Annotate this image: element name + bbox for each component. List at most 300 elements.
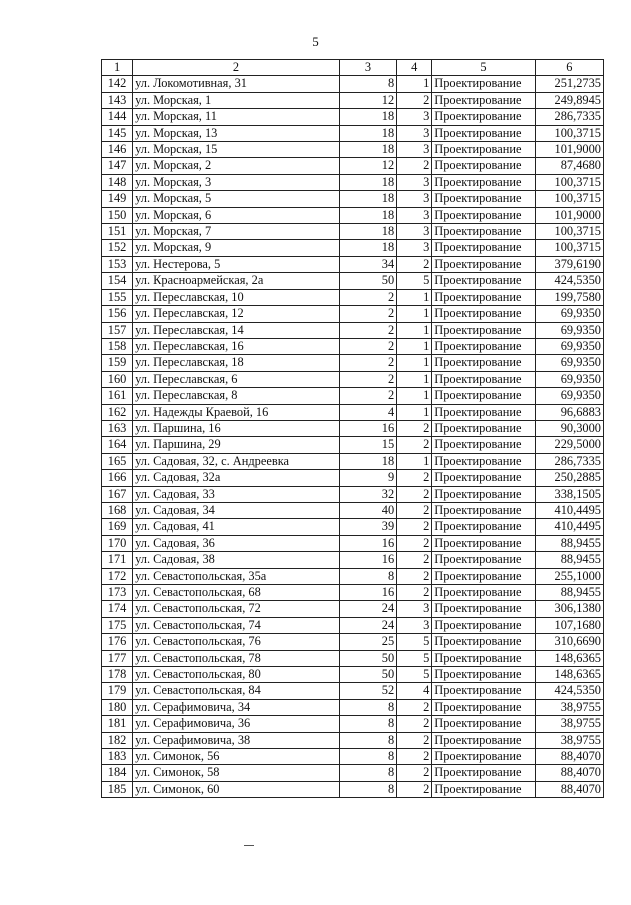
amount: 100,3715 xyxy=(535,191,603,207)
table-row xyxy=(102,207,604,223)
table-row xyxy=(102,142,604,158)
cell-col-4: 3 xyxy=(397,207,432,223)
address: ул. Севастопольская, 74 xyxy=(133,617,340,633)
row-number: 176 xyxy=(102,634,133,650)
work-type: Проектирование xyxy=(432,322,535,338)
table-row xyxy=(102,634,604,650)
work-type: Проектирование xyxy=(432,371,535,387)
cell-col-3: 2 xyxy=(339,355,396,371)
cell-col-4: 3 xyxy=(397,109,432,125)
amount: 88,9455 xyxy=(535,585,603,601)
row-number: 184 xyxy=(102,765,133,781)
work-type: Проектирование xyxy=(432,617,535,633)
cell-col-3: 2 xyxy=(339,306,396,322)
work-type: Проектирование xyxy=(432,486,535,502)
table-row xyxy=(102,781,604,797)
table-row xyxy=(102,765,604,781)
address: ул. Садовая, 38 xyxy=(133,552,340,568)
cell-col-4: 2 xyxy=(397,256,432,272)
cell-col-3: 8 xyxy=(339,568,396,584)
work-type: Проектирование xyxy=(432,470,535,486)
address: ул. Морская, 6 xyxy=(133,207,340,223)
row-number: 148 xyxy=(102,174,133,190)
work-type: Проектирование xyxy=(432,634,535,650)
cell-col-3: 50 xyxy=(339,273,396,289)
cell-col-3: 34 xyxy=(339,256,396,272)
row-number: 151 xyxy=(102,224,133,240)
address: ул. Морская, 13 xyxy=(133,125,340,141)
address: ул. Севастопольская, 76 xyxy=(133,634,340,650)
address: ул. Морская, 3 xyxy=(133,174,340,190)
cell-col-4: 2 xyxy=(397,732,432,748)
table-row xyxy=(102,535,604,551)
table-row xyxy=(102,404,604,420)
cell-col-4: 3 xyxy=(397,191,432,207)
cell-col-4: 2 xyxy=(397,470,432,486)
cell-col-3: 25 xyxy=(339,634,396,650)
table-row xyxy=(102,502,604,518)
cell-col-4: 1 xyxy=(397,338,432,354)
cell-col-4: 2 xyxy=(397,535,432,551)
work-type: Проектирование xyxy=(432,240,535,256)
objects-table xyxy=(101,59,604,798)
amount: 249,8945 xyxy=(535,92,603,108)
cell-col-3: 8 xyxy=(339,76,396,92)
amount: 88,9455 xyxy=(535,535,603,551)
row-number: 165 xyxy=(102,453,133,469)
amount: 100,3715 xyxy=(535,224,603,240)
address: ул. Нестерова, 5 xyxy=(133,256,340,272)
address: ул. Переславская, 14 xyxy=(133,322,340,338)
amount: 38,9755 xyxy=(535,732,603,748)
work-type: Проектирование xyxy=(432,355,535,371)
amount: 199,7580 xyxy=(535,289,603,305)
address: ул. Симонок, 56 xyxy=(133,749,340,765)
work-type: Проектирование xyxy=(432,502,535,518)
work-type: Проектирование xyxy=(432,420,535,436)
address: ул. Переславская, 18 xyxy=(133,355,340,371)
address: ул. Морская, 9 xyxy=(133,240,340,256)
row-number: 144 xyxy=(102,109,133,125)
row-number: 179 xyxy=(102,683,133,699)
amount: 286,7335 xyxy=(535,109,603,125)
cell-col-3: 18 xyxy=(339,109,396,125)
table-row xyxy=(102,716,604,732)
cell-col-4: 5 xyxy=(397,667,432,683)
row-number: 177 xyxy=(102,650,133,666)
amount: 148,6365 xyxy=(535,667,603,683)
address: ул. Севастопольская, 35а xyxy=(133,568,340,584)
table-row xyxy=(102,749,604,765)
address: ул. Симонок, 60 xyxy=(133,781,340,797)
table-row xyxy=(102,699,604,715)
amount: 101,9000 xyxy=(535,142,603,158)
row-number: 156 xyxy=(102,306,133,322)
address: ул. Севастопольская, 80 xyxy=(133,667,340,683)
amount: 100,3715 xyxy=(535,240,603,256)
table-row xyxy=(102,125,604,141)
cell-col-4: 3 xyxy=(397,601,432,617)
amount: 229,5000 xyxy=(535,437,603,453)
work-type: Проектирование xyxy=(432,388,535,404)
amount: 88,9455 xyxy=(535,552,603,568)
work-type: Проектирование xyxy=(432,158,535,174)
header-col-4: 4 xyxy=(397,60,432,76)
table-row xyxy=(102,585,604,601)
address: ул. Серафимовича, 34 xyxy=(133,699,340,715)
table-row xyxy=(102,322,604,338)
cell-col-3: 18 xyxy=(339,224,396,240)
row-number: 153 xyxy=(102,256,133,272)
address: ул. Морская, 15 xyxy=(133,142,340,158)
cell-col-4: 3 xyxy=(397,142,432,158)
header-col-2: 2 xyxy=(133,60,340,76)
cell-col-4: 2 xyxy=(397,420,432,436)
work-type: Проектирование xyxy=(432,585,535,601)
amount: 107,1680 xyxy=(535,617,603,633)
amount: 148,6365 xyxy=(535,650,603,666)
row-number: 173 xyxy=(102,585,133,601)
address: ул. Переславская, 10 xyxy=(133,289,340,305)
cell-col-4: 2 xyxy=(397,502,432,518)
row-number: 152 xyxy=(102,240,133,256)
cell-col-4: 2 xyxy=(397,781,432,797)
cell-col-3: 8 xyxy=(339,699,396,715)
table-row xyxy=(102,92,604,108)
table-row xyxy=(102,273,604,289)
work-type: Проектирование xyxy=(432,437,535,453)
amount: 88,4070 xyxy=(535,749,603,765)
cell-col-4: 2 xyxy=(397,568,432,584)
cell-col-4: 1 xyxy=(397,453,432,469)
cell-col-4: 2 xyxy=(397,486,432,502)
cell-col-3: 16 xyxy=(339,552,396,568)
address: ул. Садовая, 32, с. Андреевка xyxy=(133,453,340,469)
address: ул. Севастопольская, 84 xyxy=(133,683,340,699)
cell-col-3: 2 xyxy=(339,371,396,387)
row-number: 169 xyxy=(102,519,133,535)
row-number: 185 xyxy=(102,781,133,797)
address: ул. Надежды Краевой, 16 xyxy=(133,404,340,420)
work-type: Проектирование xyxy=(432,273,535,289)
header-col-1: 1 xyxy=(102,60,133,76)
work-type: Проектирование xyxy=(432,191,535,207)
cell-col-3: 8 xyxy=(339,732,396,748)
work-type: Проектирование xyxy=(432,781,535,797)
work-type: Проектирование xyxy=(432,732,535,748)
address: ул. Морская, 2 xyxy=(133,158,340,174)
table-row xyxy=(102,650,604,666)
amount: 255,1000 xyxy=(535,568,603,584)
table-row xyxy=(102,306,604,322)
cell-col-3: 40 xyxy=(339,502,396,518)
row-number: 172 xyxy=(102,568,133,584)
cell-col-4: 2 xyxy=(397,699,432,715)
row-number: 158 xyxy=(102,338,133,354)
row-number: 159 xyxy=(102,355,133,371)
amount: 424,5350 xyxy=(535,683,603,699)
amount: 306,1380 xyxy=(535,601,603,617)
amount: 38,9755 xyxy=(535,716,603,732)
amount: 100,3715 xyxy=(535,174,603,190)
header-row xyxy=(102,60,604,76)
table-row xyxy=(102,256,604,272)
work-type: Проектирование xyxy=(432,76,535,92)
address: ул. Морская, 1 xyxy=(133,92,340,108)
amount: 69,9350 xyxy=(535,338,603,354)
cell-col-3: 18 xyxy=(339,125,396,141)
cell-col-4: 2 xyxy=(397,716,432,732)
work-type: Проектирование xyxy=(432,174,535,190)
row-number: 155 xyxy=(102,289,133,305)
header-col-6: 6 xyxy=(535,60,603,76)
work-type: Проектирование xyxy=(432,207,535,223)
row-number: 163 xyxy=(102,420,133,436)
cell-col-3: 8 xyxy=(339,765,396,781)
amount: 87,4680 xyxy=(535,158,603,174)
work-type: Проектирование xyxy=(432,765,535,781)
row-number: 162 xyxy=(102,404,133,420)
cell-col-3: 50 xyxy=(339,667,396,683)
row-number: 175 xyxy=(102,617,133,633)
work-type: Проектирование xyxy=(432,289,535,305)
amount: 69,9350 xyxy=(535,322,603,338)
row-number: 180 xyxy=(102,699,133,715)
address: ул. Локомотивная, 31 xyxy=(133,76,340,92)
cell-col-3: 8 xyxy=(339,716,396,732)
amount: 379,6190 xyxy=(535,256,603,272)
table-row xyxy=(102,371,604,387)
table-row xyxy=(102,388,604,404)
address: ул. Морская, 11 xyxy=(133,109,340,125)
table-row xyxy=(102,420,604,436)
row-number: 174 xyxy=(102,601,133,617)
scan-mark xyxy=(244,845,254,846)
cell-col-3: 18 xyxy=(339,453,396,469)
amount: 69,9350 xyxy=(535,371,603,387)
address: ул. Паршина, 16 xyxy=(133,420,340,436)
cell-col-4: 5 xyxy=(397,273,432,289)
amount: 69,9350 xyxy=(535,355,603,371)
cell-col-3: 2 xyxy=(339,388,396,404)
row-number: 171 xyxy=(102,552,133,568)
address: ул. Переславская, 12 xyxy=(133,306,340,322)
table-row xyxy=(102,289,604,305)
row-number: 181 xyxy=(102,716,133,732)
work-type: Проектирование xyxy=(432,338,535,354)
cell-col-3: 16 xyxy=(339,420,396,436)
work-type: Проектирование xyxy=(432,683,535,699)
amount: 96,6883 xyxy=(535,404,603,420)
work-type: Проектирование xyxy=(432,749,535,765)
address: ул. Серафимовича, 38 xyxy=(133,732,340,748)
amount: 101,9000 xyxy=(535,207,603,223)
cell-col-3: 16 xyxy=(339,535,396,551)
address: ул. Садовая, 32а xyxy=(133,470,340,486)
row-number: 164 xyxy=(102,437,133,453)
table-row xyxy=(102,338,604,354)
amount: 424,5350 xyxy=(535,273,603,289)
cell-col-4: 1 xyxy=(397,355,432,371)
header-col-3: 3 xyxy=(339,60,396,76)
cell-col-3: 24 xyxy=(339,601,396,617)
table-row xyxy=(102,683,604,699)
work-type: Проектирование xyxy=(432,650,535,666)
table-row xyxy=(102,355,604,371)
row-number: 157 xyxy=(102,322,133,338)
address: ул. Серафимовича, 36 xyxy=(133,716,340,732)
row-number: 142 xyxy=(102,76,133,92)
cell-col-4: 2 xyxy=(397,585,432,601)
work-type: Проектирование xyxy=(432,519,535,535)
work-type: Проектирование xyxy=(432,306,535,322)
address: ул. Севастопольская, 72 xyxy=(133,601,340,617)
address: ул. Переславская, 16 xyxy=(133,338,340,354)
table-row xyxy=(102,191,604,207)
amount: 69,9350 xyxy=(535,388,603,404)
cell-col-4: 1 xyxy=(397,371,432,387)
amount: 100,3715 xyxy=(535,125,603,141)
row-number: 150 xyxy=(102,207,133,223)
cell-col-4: 3 xyxy=(397,224,432,240)
table-row xyxy=(102,667,604,683)
cell-col-4: 4 xyxy=(397,683,432,699)
cell-col-4: 2 xyxy=(397,158,432,174)
amount: 286,7335 xyxy=(535,453,603,469)
cell-col-4: 3 xyxy=(397,240,432,256)
amount: 410,4495 xyxy=(535,519,603,535)
cell-col-3: 18 xyxy=(339,142,396,158)
cell-col-4: 1 xyxy=(397,76,432,92)
table-row xyxy=(102,437,604,453)
cell-col-3: 24 xyxy=(339,617,396,633)
cell-col-3: 18 xyxy=(339,174,396,190)
row-number: 147 xyxy=(102,158,133,174)
row-number: 166 xyxy=(102,470,133,486)
amount: 310,6690 xyxy=(535,634,603,650)
row-number: 170 xyxy=(102,535,133,551)
table-row xyxy=(102,174,604,190)
work-type: Проектирование xyxy=(432,716,535,732)
work-type: Проектирование xyxy=(432,568,535,584)
address: ул. Садовая, 36 xyxy=(133,535,340,551)
address: ул. Переславская, 6 xyxy=(133,371,340,387)
row-number: 143 xyxy=(102,92,133,108)
table-row xyxy=(102,109,604,125)
cell-col-3: 2 xyxy=(339,289,396,305)
cell-col-4: 2 xyxy=(397,92,432,108)
cell-col-4: 1 xyxy=(397,404,432,420)
row-number: 146 xyxy=(102,142,133,158)
work-type: Проектирование xyxy=(432,667,535,683)
work-type: Проектирование xyxy=(432,404,535,420)
cell-col-3: 16 xyxy=(339,585,396,601)
cell-col-4: 3 xyxy=(397,125,432,141)
cell-col-4: 2 xyxy=(397,519,432,535)
table-row xyxy=(102,519,604,535)
amount: 90,3000 xyxy=(535,420,603,436)
work-type: Проектирование xyxy=(432,142,535,158)
work-type: Проектирование xyxy=(432,601,535,617)
table-row xyxy=(102,568,604,584)
row-number: 154 xyxy=(102,273,133,289)
cell-col-4: 2 xyxy=(397,437,432,453)
cell-col-3: 12 xyxy=(339,158,396,174)
work-type: Проектирование xyxy=(432,535,535,551)
table-row xyxy=(102,617,604,633)
row-number: 167 xyxy=(102,486,133,502)
table-row xyxy=(102,240,604,256)
address: ул. Севастопольская, 68 xyxy=(133,585,340,601)
cell-col-4: 1 xyxy=(397,306,432,322)
address: ул. Симонок, 58 xyxy=(133,765,340,781)
table-body xyxy=(102,76,604,798)
amount: 88,4070 xyxy=(535,765,603,781)
cell-col-3: 50 xyxy=(339,650,396,666)
work-type: Проектирование xyxy=(432,224,535,240)
table-row xyxy=(102,486,604,502)
address: ул. Переславская, 8 xyxy=(133,388,340,404)
work-type: Проектирование xyxy=(432,125,535,141)
cell-col-3: 18 xyxy=(339,240,396,256)
row-number: 145 xyxy=(102,125,133,141)
cell-col-3: 2 xyxy=(339,322,396,338)
amount: 38,9755 xyxy=(535,699,603,715)
row-number: 149 xyxy=(102,191,133,207)
address: ул. Севастопольская, 78 xyxy=(133,650,340,666)
cell-col-4: 1 xyxy=(397,289,432,305)
cell-col-3: 18 xyxy=(339,207,396,223)
cell-col-3: 12 xyxy=(339,92,396,108)
work-type: Проектирование xyxy=(432,453,535,469)
row-number: 160 xyxy=(102,371,133,387)
row-number: 161 xyxy=(102,388,133,404)
work-type: Проектирование xyxy=(432,256,535,272)
amount: 250,2885 xyxy=(535,470,603,486)
cell-col-4: 3 xyxy=(397,617,432,633)
cell-col-4: 1 xyxy=(397,388,432,404)
table-row xyxy=(102,552,604,568)
cell-col-3: 8 xyxy=(339,781,396,797)
address: ул. Садовая, 34 xyxy=(133,502,340,518)
amount: 69,9350 xyxy=(535,306,603,322)
table-row xyxy=(102,158,604,174)
table-row xyxy=(102,470,604,486)
cell-col-3: 4 xyxy=(339,404,396,420)
table-row xyxy=(102,453,604,469)
cell-col-3: 18 xyxy=(339,191,396,207)
cell-col-3: 8 xyxy=(339,749,396,765)
row-number: 178 xyxy=(102,667,133,683)
page-number: 5 xyxy=(312,34,319,49)
address: ул. Садовая, 33 xyxy=(133,486,340,502)
address: ул. Паршина, 29 xyxy=(133,437,340,453)
work-type: Проектирование xyxy=(432,109,535,125)
address: ул. Морская, 7 xyxy=(133,224,340,240)
cell-col-3: 2 xyxy=(339,338,396,354)
cell-col-3: 32 xyxy=(339,486,396,502)
cell-col-4: 5 xyxy=(397,634,432,650)
table-header xyxy=(102,60,604,76)
cell-col-4: 1 xyxy=(397,322,432,338)
amount: 338,1505 xyxy=(535,486,603,502)
cell-col-3: 15 xyxy=(339,437,396,453)
work-type: Проектирование xyxy=(432,699,535,715)
address: ул. Морская, 5 xyxy=(133,191,340,207)
amount: 88,4070 xyxy=(535,781,603,797)
header-col-5: 5 xyxy=(432,60,535,76)
table-row xyxy=(102,76,604,92)
